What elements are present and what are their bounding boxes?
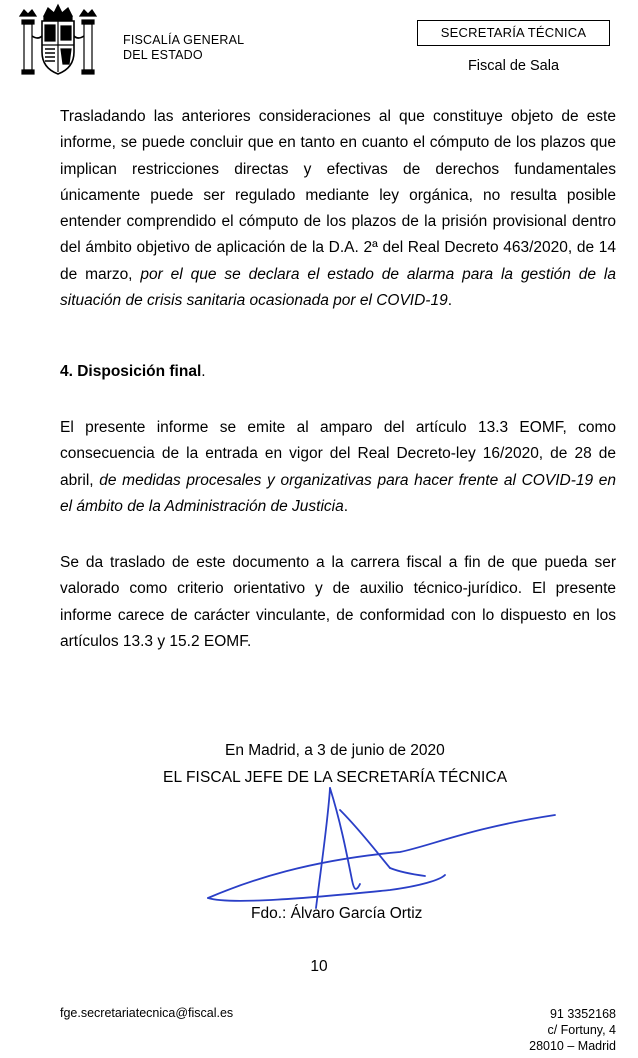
signature-place-date: En Madrid, a 3 de junio de 2020 — [225, 742, 445, 759]
department-box: SECRETARÍA TÉCNICA — [417, 20, 610, 46]
paragraph-legal-basis — [60, 415, 616, 520]
handwritten-signature — [190, 780, 570, 920]
paragraph-distribution: Se da traslado de este documento a la carrera fiscal a fin de que pueda ser valorado como criterio orientativo y de auxilio técnico-jurídico. El presente informe carece de carácter vinculante, de conformidad con lo dispuesto en los artículos 13.3 y 15.2 EOMF. — [60, 554, 616, 650]
paragraph-legal-basis-text: El presente informe se emite al amparo del artículo 13.3 EOMF, como consecuencia de la entrada en vigor del Real Decreto-ley 16/2020, de 28 de abril, — [60, 419, 616, 489]
signature-title: EL FISCAL JEFE DE LA SECRETARÍA TÉCNICA — [163, 769, 508, 786]
section-heading — [60, 359, 616, 385]
footer-phone: 91 3352168 — [549, 1007, 616, 1021]
coat-of-arms-icon — [14, 2, 102, 82]
organization-line-2: DEL ESTADO — [123, 48, 203, 62]
section-heading-end: . — [201, 363, 206, 380]
paragraph-legal-basis-end: . — [343, 497, 349, 515]
department-role: Fiscal de Sala — [467, 58, 560, 74]
organization-name — [123, 33, 244, 63]
footer-email-link[interactable]: fge.secretariatecnica@fiscal.es — [60, 1006, 234, 1020]
paragraph-conclusion-text: Trasladando las anteriores consideraciones al que constituye objeto de este informe, se puede concluir que en tanto en cuanto el cómputo de los plazos que implican restricciones directas y efectivas de derechos fundamentales únicamente puede ser regulado mediante ley orgánica, no resulta posible entender comprendido el cómputo de los plazos de la prisión provisional dentro del ámbito objetivo de aplicación de la D.A. 2ª del Real Decreto 463/2020, de 14 de marzo, — [60, 108, 616, 283]
signature-name: Fdo.: Álvaro García Ortiz — [251, 905, 423, 922]
section-heading-text: 4. Disposición final — [60, 363, 202, 380]
footer-city: 28010 – Madrid — [529, 1039, 616, 1053]
organization-line-1: FISCALÍA GENERAL — [123, 33, 245, 47]
footer-street: c/ Fortuny, 4 — [547, 1023, 616, 1037]
paragraph-legal-basis-italic: de medidas procesales y organizativas para hacer frente al COVID-19 en el ámbito de la Administración de Justicia — [60, 471, 616, 515]
paragraph-conclusion-end: . — [447, 292, 453, 310]
footer-address — [529, 1006, 616, 1054]
paragraph-conclusion-italic: por el que se declara el estado de alarma para la gestión de la situación de crisis sanitaria ocasionada por el COVID-19 — [60, 265, 616, 310]
page-number: 10 — [310, 958, 328, 975]
paragraph-conclusion — [60, 104, 616, 314]
